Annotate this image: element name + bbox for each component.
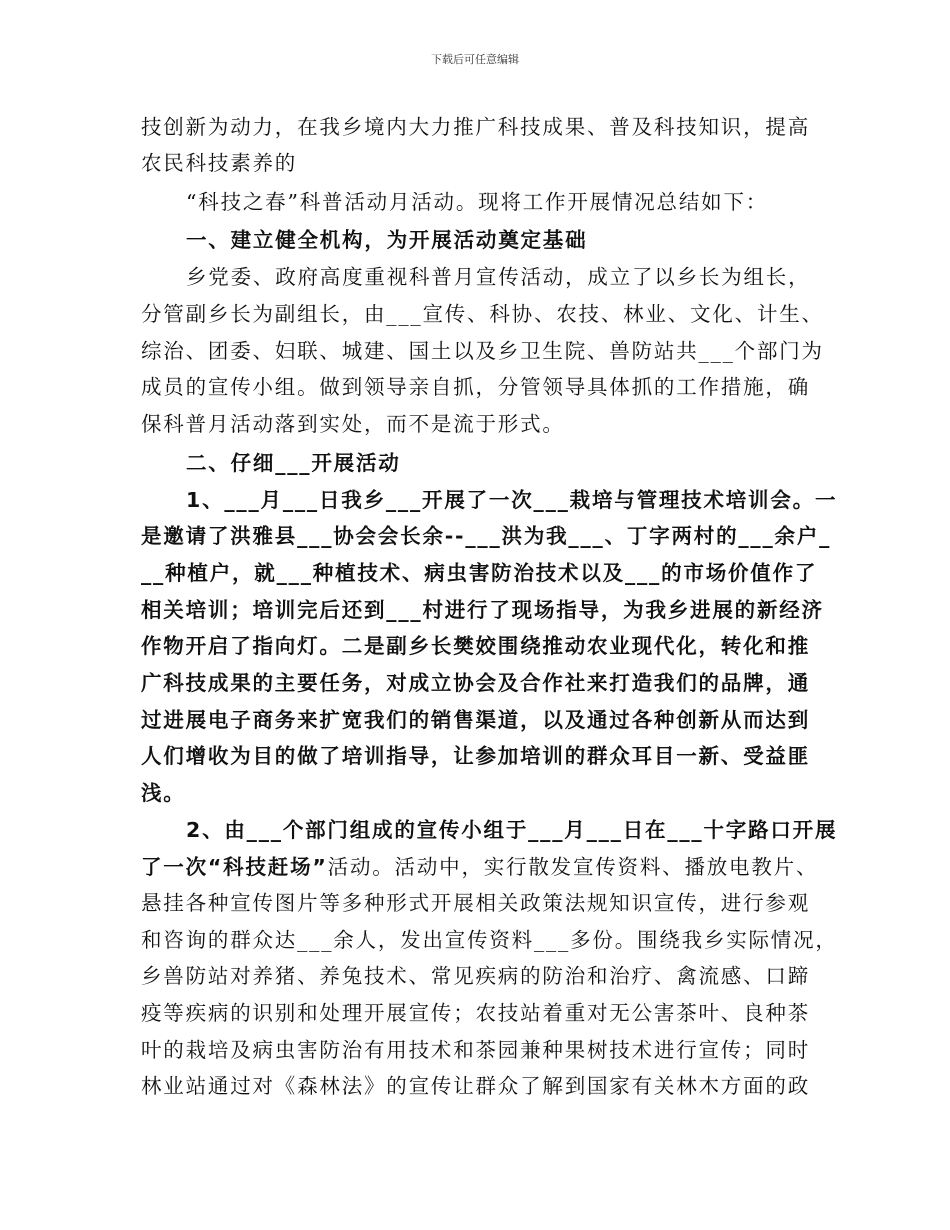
body-line: 人们增收为目的做了培训指导，让参加培训的群众耳目一新、受益匪: [141, 744, 810, 768]
body-line: “科技之春”科普活动月活动。现将工作开展情况总结如下：: [186, 190, 769, 214]
body-line: 技创新为动力，在我乡境内大力推广科技成果、普及科技知识，提高: [141, 115, 810, 139]
body-line: 作物开启了指向灯。二是副乡长樊姣围绕推动农业现代化，转化和推: [141, 634, 810, 658]
body-line: 疫等疾病的识别和处理开展宣传；农技站着重对无公害茶叶、良种茶: [141, 1001, 810, 1025]
body-line: 悬挂各种宣传图片等多种形式开展相关政策法规知识宣传，进行参观: [141, 891, 810, 915]
body-line: 乡党委、政府高度重视科普月宣传活动，成立了以乡长为组长，: [186, 265, 811, 289]
normal-run: 活动。活动中，实行散发宣传资料、播放电教片、: [327, 855, 819, 879]
body-line: 综治、团委、妇联、城建、国土以及乡卫生院、兽防站共___个部门为: [141, 339, 824, 363]
body-line: 乡兽防站对养猪、养兔技术、常见疾病的防治和治疗、禽流感、口蹄: [141, 964, 810, 988]
body-line: 1、___月___日我乡___开展了一次___栽培与管理技术培训会。一: [186, 488, 838, 512]
page-header: 下载后可任意编辑: [431, 53, 519, 66]
body-line-mixed: [141, 849, 818, 885]
section-heading: 一、建立健全机构，为开展活动奠定基础: [186, 228, 588, 252]
bold-run: 了一次“科技赶场”: [141, 855, 328, 879]
section-heading: 二、仔细___开展活动: [186, 451, 401, 475]
body-line: 叶的栽培及病虫害防治有用技术和茶园兼种果树技术进行宣传；同时: [141, 1038, 810, 1062]
body-line: __种植户，就___种植技术、病虫害防治技术以及___的市场价值作了: [141, 561, 818, 585]
body-line: 广科技成果的主要任务，对成立协会及合作社来打造我们的品牌，通: [141, 671, 810, 695]
body-line: 相关培训；培训完后还到___村进行了现场指导，为我乡进展的新经济: [141, 598, 824, 622]
body-line: 保科普月活动落到实处，而不是流于形式。: [141, 412, 565, 436]
body-line: 过进展电子商务来扩宽我们的销售渠道，以及通过各种创新从而达到: [141, 708, 810, 732]
body-line: 是邀请了洪雅县___协会会长余--___洪为我___、丁字两村的___余户_: [141, 524, 832, 548]
body-line: 浅。: [141, 781, 186, 805]
body-line: 和咨询的群众达___余人，发出宣传资料___多份。围绕我乡实际情况，: [141, 928, 838, 952]
body-line: 林业站通过对《森林法》的宣传让群众了解到国家有关林木方面的政: [141, 1074, 810, 1098]
body-line: 农民科技素养的: [141, 151, 298, 175]
body-line: 成员的宣传小组。做到领导亲自抓，分管领导具体抓的工作措施，确: [141, 375, 810, 399]
body-line: 2、由___个部门组成的宣传小组于___月___日在___十字路口开展: [186, 818, 838, 842]
body-line: 分管副乡长为副组长，由___宣传、科协、农技、林业、文化、计生、: [141, 302, 824, 326]
